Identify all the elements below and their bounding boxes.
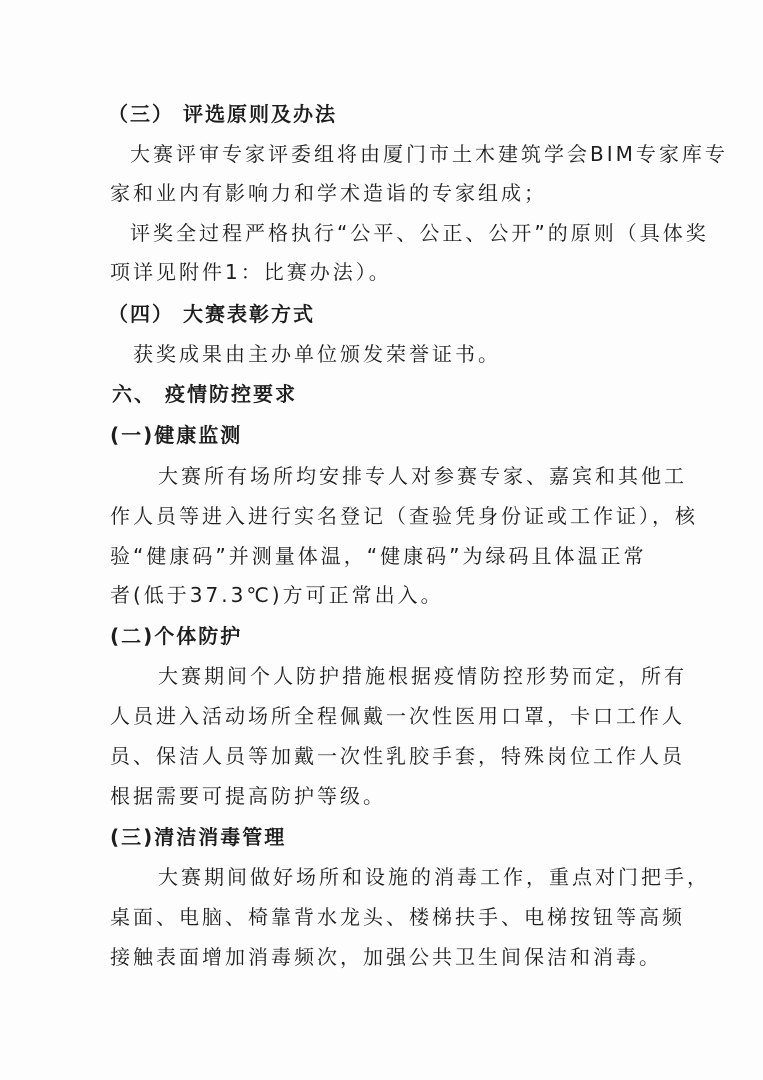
paragraph-line: 作人员等进入进行实名登记（查验凭身份证或工作证），核 xyxy=(110,504,698,528)
paragraph-line: 验“健康码”并测量体温，“健康码”为绿码且体温正常 xyxy=(110,544,647,568)
paragraph-line: 接触表面增加消毒频次，加强公共卫生间保洁和消毒。 xyxy=(110,945,662,969)
paragraph-line: 大赛所有场所均安排专人对参赛专家、嘉宾和其他工 xyxy=(158,464,687,488)
subsection-heading-protection: (二)个体防护 xyxy=(110,624,243,648)
paragraph-line: 员、保洁人员等加戴一次性乳胶手套，特殊岗位工作人员 xyxy=(110,744,685,768)
paragraph-line: 家和业内有影响力和学术造诣的专家组成； xyxy=(110,181,547,205)
paragraph-line: 桌面、电脑、椅靠背水龙头、楼梯扶手、电梯按钮等高频 xyxy=(110,905,685,929)
paragraph-line: 大赛期间做好场所和设施的消毒工作，重点对门把手， xyxy=(158,865,710,889)
paragraph-line: 大赛期间个人防护措施根据疫情防控形势而定，所有 xyxy=(158,664,687,688)
section-heading-4: （四） 大赛表彰方式 xyxy=(108,302,315,326)
chapter-heading-6: 六、 疫情防控要求 xyxy=(112,382,297,406)
subsection-heading-disinfection: (三)清洁消毒管理 xyxy=(110,825,287,849)
paragraph-line: 大赛评审专家评委组将由厦门市土木建筑学会BIM专家库专 xyxy=(130,142,728,166)
paragraph-line: 者(低于37.3℃)方可正常出入。 xyxy=(110,583,444,607)
paragraph-line: 根据需要可提高防护等级。 xyxy=(110,784,386,808)
paragraph-line: 获奖成果由主办单位颁发荣誉证书。 xyxy=(133,342,501,366)
section-heading-3: （三） 评选原则及办法 xyxy=(108,102,337,126)
paragraph-line: 人员进入活动场所全程佩戴一次性医用口罩，卡口工作人 xyxy=(110,704,685,728)
paragraph-line: 项详见附件1：比赛办法）。 xyxy=(110,260,392,284)
paragraph-line: 评奖全过程严格执行“公平、公正、公开”的原则（具体奖 xyxy=(130,221,709,245)
subsection-heading-health: (一)健康监测 xyxy=(110,423,243,447)
